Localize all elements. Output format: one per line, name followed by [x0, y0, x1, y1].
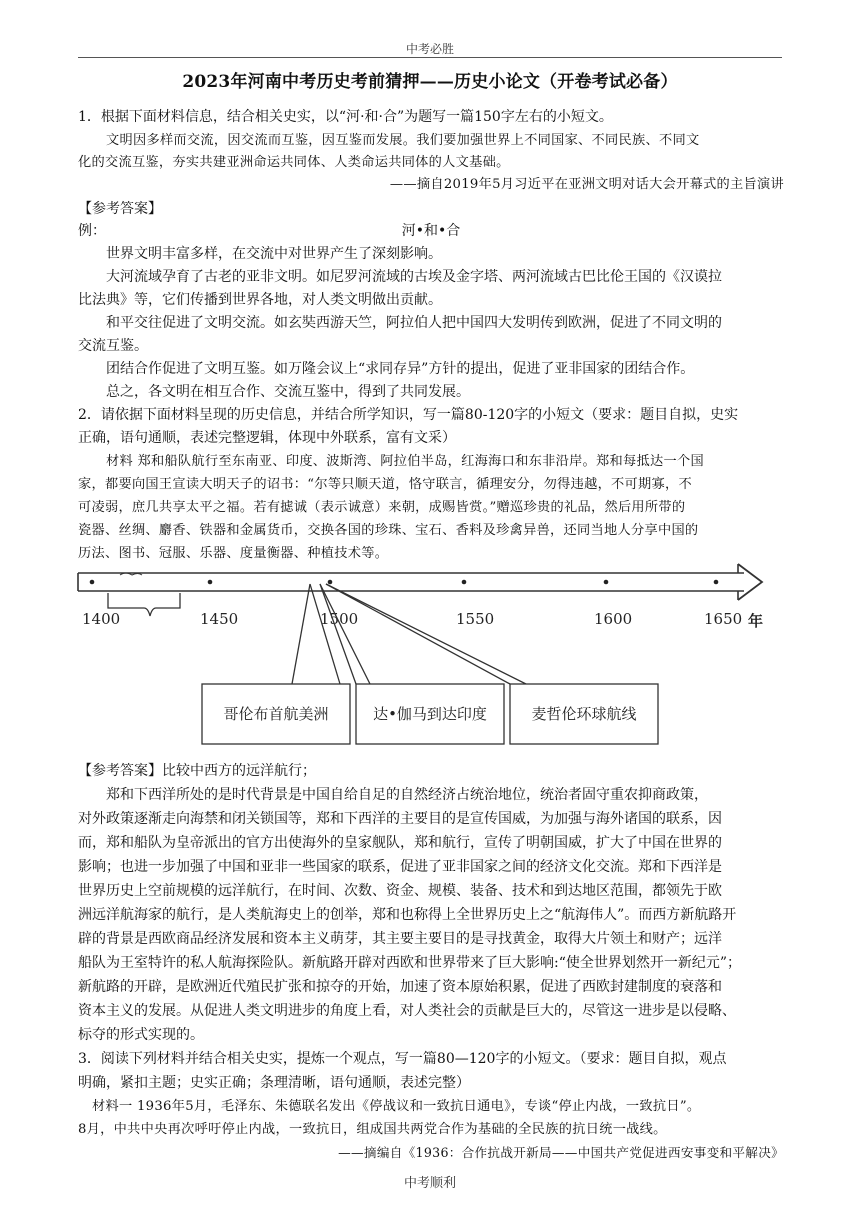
q2-answer-heading: [78, 760, 784, 782]
timeline-dot: [208, 580, 213, 585]
q2-answer-line: 船队为王室特许的私人航海探险队。新航路开辟对西欧和世界带来了巨大影响:“使全世界划然开一新纪元”；: [78, 955, 742, 971]
q2-prompt: 正确，语句通顺，表述完整逻辑，体现中外联系，富有文采）: [78, 430, 456, 446]
q1-answer-label: 【参考答案】: [78, 201, 162, 217]
timeline-dot: [714, 580, 719, 585]
timeline-tick-label: 1450: [200, 610, 239, 628]
timeline-dot: [328, 580, 333, 585]
q1-essay-line: 大河流域孕育了古老的亚非文明。如尼罗河流域的古埃及金字塔、两河流域古巴比伦王国的《汉谟拉: [106, 269, 722, 285]
timeline-dot: [604, 580, 609, 585]
q1-essay-title: 河•和•合: [401, 223, 461, 239]
q1-essay-line: 世界文明丰富多样，在交流中对世界产生了深刻影响。: [106, 246, 442, 262]
header-divider: [78, 57, 782, 58]
q2-answer-line: 而，郑和船队为皇帝派出的官方出使海外的皇家舰队，郑和航行，宣传了明朝国威，扩大了中国在世界的: [78, 835, 722, 851]
event-label: 达•伽马到达印度: [373, 705, 487, 723]
q2-answer-line: 标夺的形式实现的。: [78, 1027, 204, 1043]
q3-prompt: 3．阅读下列材料并结合相关史实，提炼一个观点，写一篇80—120字的小短文。（要求：题目自拟，观点: [78, 1051, 727, 1067]
q2-answer-line: 资本主义的发展。从促进人类文明进步的角度上看，对人类社会的贡献是巨大的，尽管这一进步是以侵略、: [78, 1003, 736, 1019]
event-connectors: [292, 584, 526, 684]
timeline-unit: 年: [748, 612, 764, 630]
q3-prompt: 明确，紧扣主题；史实正确；条理清晰，语句通顺，表述完整）: [78, 1075, 470, 1091]
q3-material-line: 8月，中共中央再次呼吁停止内战，一致抗日，组成国共两党合作为基础的全民族的抗日统一战线。: [78, 1122, 667, 1137]
q2-answer-line: 洲远洋航海家的航行，是人类航海史上的创举，郑和也称得上全世界历史上之“航海伟人”。而西方新航路开: [78, 907, 737, 923]
q1-essay-line: 比法典》等，它们传播到世界各地，对人类文明做出贡献。: [78, 292, 442, 308]
timeline-tick-label: 1400: [82, 610, 121, 628]
q2-prompt: 2．请依据下面材料呈现的历史信息，并结合所学知识，写一篇80-120字的小短文（要求：题目自拟，史实: [78, 407, 739, 423]
q1-essay-line: 交流互鉴。: [78, 338, 148, 354]
q2-answer-line: 辟的背景是西欧商品经济发展和资本主义萌芽，其主要主要目的是寻找黄金，取得大片领土和财产；远洋: [78, 931, 722, 947]
q2-answer-line: 新航路的开辟，是欧洲近代殖民扩张和掠夺的开始，加速了资本原始积累，促进了西欧封建制度的衰落和: [78, 979, 722, 995]
q1-essay-line: 和平交往促进了文明交流。如玄奘西游天竺，阿拉伯人把中国四大发明传到欧洲，促进了不同文明的: [106, 315, 722, 331]
q2-answer-line: 对外政策逐渐走向海禁和闭关锁国等，郑和下西洋的主要目的是宣传国威，为加强与海外诸国的联系，因: [78, 811, 722, 827]
page-header: 中考必胜: [405, 42, 454, 56]
q3-material-line: 材料一 1936年5月，毛泽东、朱德联名发出《停战议和一致抗日通电》，专谈“停止内战，一致抗日”。: [92, 1099, 701, 1114]
q2-material-line: 家，都要向国王宣读大明天子的诏书：“尔等只顺天道，恪守联言，循理安分，勿得违越，不可期寡，不: [78, 477, 692, 492]
q1-material-line: 文明因多样而交流，因交流而互鉴，因互鉴而发展。我们要加强世界上不同国家、不同民族、不同文: [106, 133, 700, 148]
q2-material-line: 瓷器、丝绸、麝香、铁器和金属货币，交换各国的珍珠、宝石、香料及珍禽异兽，还同当地人分享中国的: [78, 523, 699, 538]
timeline-tick-label: 1500: [320, 610, 359, 628]
document-title: 2023年河南中考历史考前猜押——历史小论文（开卷考试必备）: [182, 72, 678, 92]
q2-answer-line: 郑和下西洋所处的是时代背景是中国自给自足的自然经济占统治地位，统治者固守重农抑商政策，: [106, 787, 708, 803]
timeline-tick-label: 1550: [456, 610, 495, 628]
timeline-tick-label: 1600: [594, 610, 633, 628]
q2-material-line: 历法、图书、冠服、乐器、度量衡器、种植技术等。: [78, 546, 389, 561]
event-label: 麦哲伦环球航线: [531, 705, 637, 723]
voyage-timeline: [74, 560, 780, 756]
q1-material-line: 化的交流互鉴，夯实共建亚洲命运共同体、人类命运共同体的人文基础。: [78, 155, 510, 170]
q2-material-line: 可凌弱，庶几共享太平之福。若有摅诚（表示诚意）来朝，成赐皆赏。”赠巡珍贵的礼品，然后用所带的: [78, 500, 686, 515]
q1-essay-line: 总之，各文明在相互合作、交流互鉴中，得到了共同发展。: [106, 384, 470, 400]
page-footer: 中考顺利: [403, 1176, 456, 1191]
q1-essay-line: 团结合作促进了文明互鉴。如万隆会议上“求同存异”方针的提出，促进了亚非国家的团结合作。: [106, 361, 695, 377]
event-label: 哥伦布首航美洲: [223, 705, 329, 723]
q2-material-line: 材料 郑和船队航行至东南亚、印度、波斯湾、阿拉伯半岛，红海海口和东非沿岸。郑和每抵达一个国: [106, 454, 704, 469]
q2-answer-head: 比较中西方的远洋航行；: [162, 763, 316, 779]
q3-material-source: ——摘编自《1936：合作抗战开新局——中国共产党促进西安事变和平解决》: [338, 1145, 784, 1160]
timeline-tick-label: 1650: [704, 610, 743, 628]
q2-answer-line: 影响；也进一步加强了中国和亚非一些国家的联系，促进了亚非国家之间的经济文化交流。郑和下西洋是: [78, 859, 722, 875]
timeline-dot: [90, 580, 95, 585]
q1-prompt: 1．根据下面材料信息，结合相关史实，以“河·和·合”为题写一篇150字左右的小短文。: [78, 109, 613, 125]
timeline-dot: [462, 580, 467, 585]
q2-answer-line: 世界历史上空前规模的远洋航行，在时间、次数、资金、规模、装备、技术和到达地区范围，都领先于欧: [78, 883, 722, 899]
q1-material-source: ——摘自2019年5月习近平在亚洲文明对话大会开幕式的主旨演讲: [389, 177, 784, 192]
q1-example-label: 例：: [78, 223, 106, 239]
q2-answer-label: 【参考答案】: [78, 763, 162, 779]
